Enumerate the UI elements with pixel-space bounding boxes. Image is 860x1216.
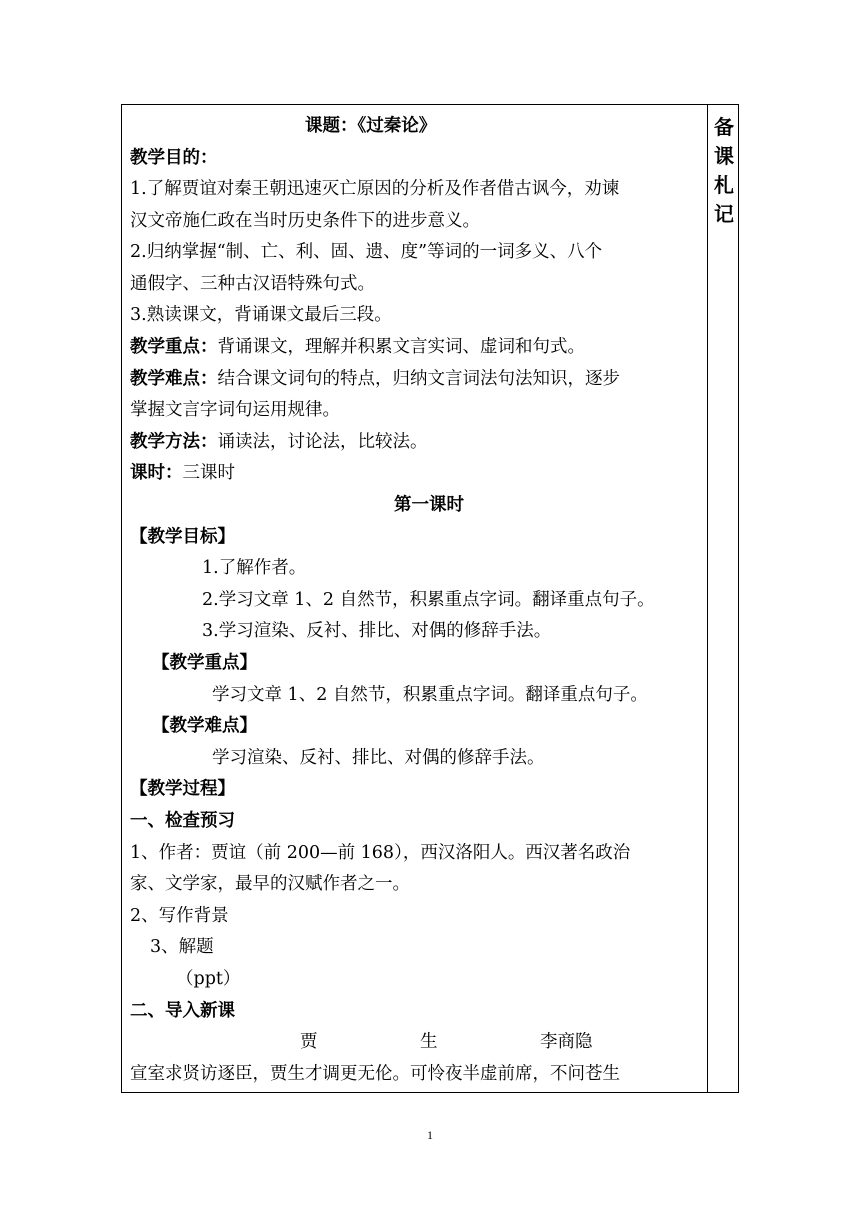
poem-title-char: 生 xyxy=(420,1032,438,1052)
hours-row xyxy=(130,461,235,485)
lesson-title: 课题：《过秦论》 xyxy=(305,116,437,136)
objectives-heading: 教学目的： xyxy=(130,148,218,168)
goal-line: 3.学习渲染、反衬、排比、对偶的修辞手法。 xyxy=(202,621,552,641)
section-heading: 二、导入新课 xyxy=(130,1001,235,1021)
section-heading: 一、检查预习 xyxy=(130,811,235,831)
objective-line: 3.熟读课文，背诵课文最后三段。 xyxy=(130,305,392,325)
methods-label: 教学方法： xyxy=(130,432,218,452)
difficulties-text-continued: 掌握文言字词句运用规律。 xyxy=(130,400,340,420)
objective-line: 1.了解贾谊对秦王朝迅速灭亡原因的分析及作者借古讽今，劝谏 xyxy=(130,179,620,199)
methods-row xyxy=(130,430,428,454)
objective-line: 通假字、三种古汉语特殊句式。 xyxy=(130,274,375,294)
process-heading: 【教学过程】 xyxy=(130,779,235,799)
side-note-char: 札 xyxy=(714,173,734,197)
explain-line: 3、解题 xyxy=(150,937,214,957)
key-points-row xyxy=(130,335,585,359)
focus-heading: 【教学重点】 xyxy=(152,653,257,673)
goal-line: 2.学习文章 1、2 自然节，积累重点字词。翻译重点句子。 xyxy=(202,590,655,610)
hours-label: 课时： xyxy=(130,463,183,483)
side-notes-cell xyxy=(714,113,736,229)
ppt-note: （ppt） xyxy=(176,969,241,989)
page-number: 1 xyxy=(427,1128,433,1142)
difficulties-row xyxy=(130,367,620,391)
side-note-char: 记 xyxy=(714,202,734,226)
lesson-period-title: 第一课时 xyxy=(394,495,464,515)
difficulties-label: 教学难点： xyxy=(130,369,218,389)
hours-text: 三课时 xyxy=(182,463,235,483)
side-note-char: 备 xyxy=(714,115,734,139)
methods-text: 诵读法，讨论法，比较法。 xyxy=(217,432,428,452)
side-note-char: 课 xyxy=(714,144,734,168)
column-divider xyxy=(707,105,708,1092)
difficulty-text: 学习渲染、反衬、排比、对偶的修辞手法。 xyxy=(212,748,545,768)
objective-line: 2.归纳掌握“制、亡、利、固、遗、度”等词的一词多义、八个 xyxy=(130,242,603,262)
difficulties-text: 结合课文词句的特点，归纳文言词法句法知识，逐步 xyxy=(217,369,620,389)
focus-text: 学习文章 1、2 自然节，积累重点字词。翻译重点句子。 xyxy=(212,685,648,705)
author-line: 1、作者：贾谊（前 200—前 168），西汉洛阳人。西汉著名政治 xyxy=(130,843,631,863)
poem-author: 李商隐 xyxy=(540,1032,593,1052)
background-line: 2、写作背景 xyxy=(130,906,229,926)
key-points-text: 背诵课文，理解并积累文言实词、虚词和句式。 xyxy=(217,337,585,357)
goals-heading: 【教学目标】 xyxy=(130,527,235,547)
difficulty-heading: 【教学难点】 xyxy=(152,716,257,736)
poem-title-char: 贾 xyxy=(300,1032,318,1052)
poem-line: 宣室求贤访逐臣，贾生才调更无伦。可怜夜半虚前席，不问苍生 xyxy=(130,1064,620,1084)
goal-line: 1.了解作者。 xyxy=(202,558,307,578)
author-line: 家、文学家，最早的汉赋作者之一。 xyxy=(130,874,410,894)
key-points-label: 教学重点： xyxy=(130,337,218,357)
lesson-plan-table xyxy=(121,104,739,1093)
objective-line: 汉文帝施仁政在当时历史条件下的进步意义。 xyxy=(130,211,480,231)
